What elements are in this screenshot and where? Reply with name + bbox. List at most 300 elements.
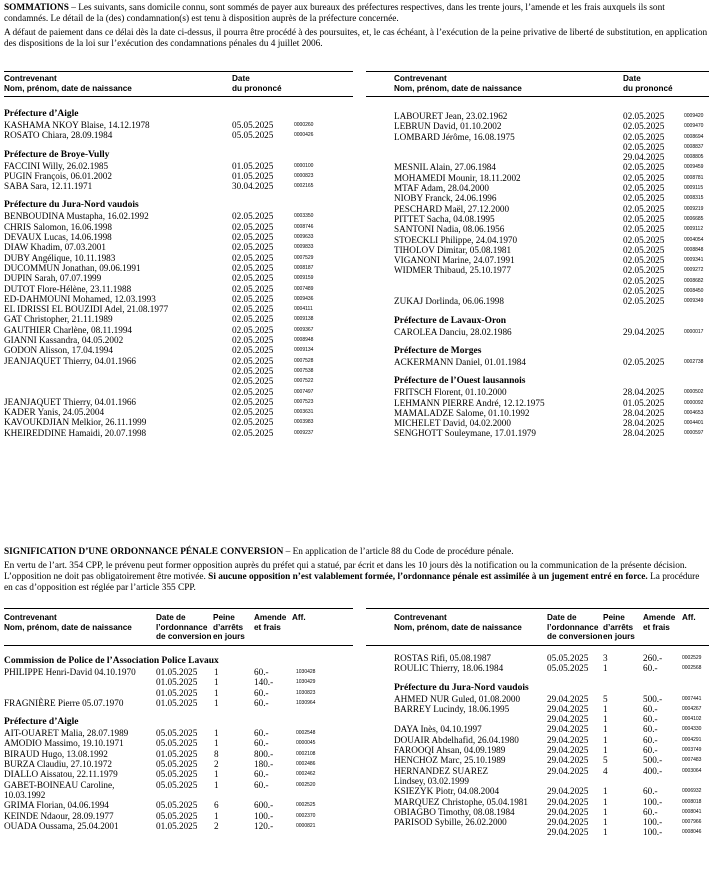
date-prononce: 05.05.2025 <box>232 130 274 141</box>
rule <box>4 71 353 72</box>
affaire-number: 0007483 <box>682 757 702 764</box>
reference-number: 0008781 <box>684 174 704 181</box>
list-item <box>394 387 709 397</box>
list-item <box>4 294 353 304</box>
list-item <box>394 327 709 337</box>
contrevenant-name: MAMALADZE Salome, 01.10.1992 <box>394 407 530 418</box>
list-item <box>4 759 353 769</box>
list-item <box>4 130 353 140</box>
contrevenant-name: GABET-BOINEAU Caroline, <box>4 779 115 790</box>
date-prononce: 02.05.2025 <box>232 365 274 376</box>
column-header-amende: Amende et frais <box>254 613 287 632</box>
contrevenant-name: GIANNI Kassandra, 04.05.2002 <box>4 335 124 346</box>
contrevenant-name: OUADA Oussama, 25.04.2001 <box>4 820 119 831</box>
date-prononce: 02.05.2025 <box>232 252 274 263</box>
list-item <box>4 677 353 687</box>
contrevenant-name: LOMBARD Jérôme, 16.08.1975 <box>394 131 515 142</box>
reference-number: 0009115 <box>684 185 704 192</box>
list-item <box>4 181 353 191</box>
date-prononce: 02.05.2025 <box>232 427 274 438</box>
date-ordonnance: 29.04.2025 <box>547 755 589 766</box>
list-item <box>4 345 353 355</box>
list-item <box>394 235 709 245</box>
peine-jours: 2 <box>214 759 219 770</box>
list-item <box>4 688 353 698</box>
peine-jours: 1 <box>603 663 608 674</box>
column-header-date: Date du prononcé <box>232 74 282 93</box>
list-item <box>394 418 709 428</box>
contrevenant-name: DUTOT Flore-Hélène, 23.11.1988 <box>4 283 132 294</box>
list-item <box>4 397 353 407</box>
date-ordonnance: 29.04.2025 <box>547 827 589 838</box>
rule <box>4 645 353 646</box>
sommations-text1: – Les suivants, sans domicile connu, sont sommés de payer aux bureaux des préfectures respectives, dans les trente jours, l’amende et les frais auxquels ils sont condamnés. Le détail de la (des) condamnation(s) est tenu à disposition auprès de la préfecture concernée. <box>4 3 665 24</box>
list-item <box>4 780 353 790</box>
date-ordonnance: 29.04.2025 <box>547 734 589 745</box>
contrevenant-name: AIT-OUARET Malia, 28.07.1989 <box>4 728 129 739</box>
list-item <box>4 253 353 263</box>
list-item <box>4 749 353 759</box>
list-item <box>394 786 709 796</box>
list-item <box>4 417 353 427</box>
list-item <box>4 769 353 779</box>
date-ordonnance: 05.05.2025 <box>156 728 198 739</box>
contrevenant-name: AMODIO Massimo, 19.10.1971 <box>4 738 124 749</box>
affaire-number: 0002548 <box>296 730 316 737</box>
contrevenant-name: FRITSCH Florent, 01.10.2000 <box>394 387 507 398</box>
contrevenant-name: LEHMANN PIERRE André, 12.12.1975 <box>394 397 545 408</box>
peine-jours: 1 <box>603 714 608 725</box>
affaire-number: 1030964 <box>296 699 316 706</box>
date-prononce: 02.05.2025 <box>232 283 274 294</box>
date-ordonnance: 29.04.2025 <box>547 745 589 756</box>
peine-jours: 1 <box>214 779 219 790</box>
list-item <box>394 776 709 786</box>
affaire-number: 0002568 <box>682 665 702 672</box>
spacer <box>394 337 709 345</box>
contrevenant-name: BIRAUD Hugo, 13.08.1992 <box>4 748 108 759</box>
list-item <box>4 738 353 748</box>
peine-jours: 8 <box>214 748 219 759</box>
sommations-intro <box>4 3 709 25</box>
peine-jours: 1 <box>603 724 608 735</box>
amende-frais: 60.- <box>254 667 269 677</box>
contrevenant-name: WIDMER Thibaud, 25.10.1977 <box>394 265 511 276</box>
date-ordonnance: 29.04.2025 <box>547 714 589 725</box>
list-item <box>4 811 353 821</box>
reference-number: 0009112 <box>684 226 704 233</box>
affaire-number: 0006932 <box>682 788 702 795</box>
contrevenant-name: MOHAMEDI Mounir, 18.11.2002 <box>394 172 521 183</box>
date-prononce: 02.05.2025 <box>232 293 274 304</box>
date-ordonnance: 05.05.2025 <box>156 738 198 749</box>
contrevenant-name: ACKERMANN Daniel, 01.01.1984 <box>394 356 526 367</box>
reference-number: 0000823 <box>294 172 314 179</box>
reference-number: 0000260 <box>294 122 314 128</box>
prefecture-heading: Préfecture de Broye-Vully <box>4 149 110 160</box>
contrevenant-name: SENGHOTT Souleymane, 17.01.1979 <box>394 428 536 439</box>
peine-jours: 1 <box>603 786 608 797</box>
date-prononce: 05.05.2025 <box>232 120 274 130</box>
affaire-number: 0003064 <box>682 767 702 774</box>
date-ordonnance: 29.04.2025 <box>547 703 589 714</box>
contrevenant-name: HERNANDEZ SUAREZ <box>394 765 489 776</box>
contrevenant-name: KAVOUKDJIAN Melkior, 26.11.1999 <box>4 417 147 428</box>
reference-number: 0003983 <box>294 419 314 426</box>
date-prononce: 28.04.2025 <box>623 407 665 418</box>
reference-number: 0007528 <box>294 357 314 364</box>
peine-jours: 1 <box>603 734 608 745</box>
prefecture-heading: Préfecture de Lavaux-Oron <box>394 315 507 326</box>
date-prononce: 02.05.2025 <box>623 121 665 132</box>
date-ordonnance: 05.05.2025 <box>156 769 198 780</box>
date-prononce: 02.05.2025 <box>623 275 665 286</box>
reference-number: 0007497 <box>294 388 314 395</box>
spacer <box>4 141 353 149</box>
reference-number: 0000426 <box>294 132 314 139</box>
date-ordonnance: 05.05.2025 <box>156 779 198 790</box>
date-ordonnance: 01.05.2025 <box>156 748 198 759</box>
amende-frais: 260.- <box>643 653 663 663</box>
reference-number: 0009134 <box>294 347 314 354</box>
prefecture-heading: Préfecture du Jura-Nord vaudois <box>394 682 529 693</box>
list-item <box>4 698 353 708</box>
affaire-number: 0002520 <box>296 781 316 788</box>
affaire-number: 1030428 <box>296 669 316 675</box>
amende-frais: 120.- <box>254 820 274 831</box>
date-prononce: 02.05.2025 <box>232 211 274 222</box>
list-item <box>4 800 353 810</box>
reference-number: 0009420 <box>684 113 704 119</box>
list-item <box>4 314 353 324</box>
list-item <box>4 171 353 181</box>
list-item <box>4 356 353 366</box>
reference-number: 0003631 <box>294 409 314 416</box>
contrevenant-name: GODON Alisson, 17.04.1994 <box>4 345 113 356</box>
rule <box>4 608 353 609</box>
contrevenant-name: PUGIN François, 06.01.2002 <box>4 170 112 181</box>
date-ordonnance: 01.05.2025 <box>156 677 198 688</box>
date-prononce: 02.05.2025 <box>623 183 665 194</box>
reference-number: 0002738 <box>684 358 704 365</box>
reference-number: 0000017 <box>684 328 704 335</box>
reference-number: 0008187 <box>294 264 314 271</box>
affaire-number: 0002529 <box>682 655 702 661</box>
spacer <box>394 674 709 682</box>
list-item <box>394 735 709 745</box>
date-prononce: 29.04.2025 <box>623 326 665 337</box>
reference-number: 0009219 <box>684 205 704 212</box>
amende-frais: 400.- <box>643 765 663 776</box>
spacer <box>394 367 709 375</box>
contrevenant-name: DUCOMMUN Jonathan, 09.06.1991 <box>4 262 141 273</box>
list-item <box>394 255 709 265</box>
prefecture-heading: Préfecture de Morges <box>394 345 482 356</box>
contrevenant-name: MICHELET David, 04.02.2000 <box>394 418 511 429</box>
contrevenant-name: LABOURET Jean, 23.02.1962 <box>394 111 508 121</box>
contrevenant-name: FAROOQI Ahsan, 04.09.1989 <box>394 745 506 756</box>
amende-frais: 60.- <box>254 738 269 749</box>
contrevenant-name: DEVAUX Lucas, 14.06.1998 <box>4 232 112 243</box>
reference-number: 0008848 <box>684 246 704 253</box>
column-header-name: Contrevenant Nom, prénom, date de naissance <box>4 613 132 632</box>
list-item <box>4 667 353 677</box>
date-ordonnance: 29.04.2025 <box>547 693 589 704</box>
list-item <box>4 242 353 252</box>
contrevenant-name: GRIMA Florian, 04.06.1994 <box>4 800 109 811</box>
sommations-left-list <box>4 108 353 438</box>
amende-frais: 500.- <box>643 755 663 766</box>
amende-frais: 600.- <box>254 800 274 811</box>
contrevenant-name: OBIAGBO Timothy, 08.08.1984 <box>394 806 515 817</box>
list-item <box>394 142 709 152</box>
date-ordonnance: 05.05.2025 <box>156 759 198 770</box>
column-header-aff: Aff. <box>292 613 306 622</box>
contrevenant-name: MTAF Adam, 28.04.2000 <box>394 183 489 194</box>
amende-frais: 140.- <box>254 677 274 688</box>
reference-number: 0007538 <box>294 367 314 374</box>
reference-number: 0007529 <box>294 254 314 261</box>
date-prononce: 02.05.2025 <box>623 213 665 224</box>
list-item <box>394 132 709 142</box>
reference-number: 0008315 <box>684 195 704 202</box>
rule <box>366 645 709 646</box>
contrevenant-name: ROSATO Chiara, 28.09.1984 <box>4 130 113 141</box>
contrevenant-name: FACCINI Willy, 26.02.1985 <box>4 160 109 171</box>
date-prononce: 02.05.2025 <box>623 224 665 235</box>
sommations-right-list <box>394 111 709 439</box>
peine-jours: 1 <box>214 810 219 821</box>
contrevenant-name: KASHAMA NKOY Blaise, 14.12.1978 <box>4 120 150 130</box>
column-header-name: Contrevenant Nom, prénom, date de naissance <box>4 74 132 93</box>
date-ordonnance: 29.04.2025 <box>547 724 589 735</box>
list-item <box>4 790 353 800</box>
reference-number: 0009436 <box>294 295 314 302</box>
list-item <box>394 224 709 234</box>
list-item <box>4 284 353 294</box>
list-item <box>394 276 709 286</box>
date-ordonnance: 29.04.2025 <box>547 786 589 797</box>
date-prononce: 02.05.2025 <box>232 273 274 284</box>
amende-frais: 60.- <box>254 769 269 780</box>
list-item <box>394 704 709 714</box>
prefecture-heading: Préfecture de l’Ouest lausannois <box>394 376 526 387</box>
list-item <box>394 398 709 408</box>
contrevenant-name: ED-DAHMOUNI Mohamed, 12.03.1993 <box>4 293 156 304</box>
contrevenant-name: HENCHOZ Marc, 25.10.1989 <box>394 755 506 766</box>
date-ordonnance: 05.05.2025 <box>547 663 589 674</box>
amende-frais: 60.- <box>254 697 269 708</box>
list-item <box>394 296 709 306</box>
affaire-number: 0008041 <box>682 808 702 815</box>
column-header-name: Contrevenant Nom, prénom, date de naissance <box>394 613 522 632</box>
list-item <box>4 728 353 738</box>
signification-right-list <box>394 653 709 838</box>
list-item <box>4 273 353 283</box>
date-ordonnance: 01.05.2025 <box>156 667 198 677</box>
column-header-aff: Aff. <box>682 613 696 622</box>
date-prononce: 02.05.2025 <box>232 345 274 356</box>
peine-jours: 6 <box>214 800 219 811</box>
column-header-amende: Amende et frais <box>643 613 676 632</box>
contrevenant-name: NIOBY Franck, 24.06.1996 <box>394 193 497 204</box>
date-prononce: 02.05.2025 <box>623 203 665 214</box>
spacer <box>4 191 353 199</box>
affaire-number: 0004267 <box>682 705 702 712</box>
reference-number: 0002165 <box>294 183 314 190</box>
contrevenant-name: MESNIL Alain, 27.06.1984 <box>394 162 496 173</box>
list-item <box>394 173 709 183</box>
list-item <box>4 263 353 273</box>
date-ordonnance: 01.05.2025 <box>156 820 198 831</box>
date-prononce: 02.05.2025 <box>232 355 274 366</box>
date-ordonnance: 05.05.2025 <box>156 810 198 821</box>
date-prononce: 02.05.2025 <box>623 255 665 266</box>
reference-number: 0006685 <box>684 215 704 222</box>
date-prononce: 02.05.2025 <box>623 141 665 152</box>
reference-number: 0009349 <box>684 298 704 305</box>
contrevenant-name: JEANJAQUET Thierry, 04.01.1966 <box>4 396 137 407</box>
amende-frais: 60.- <box>254 728 269 739</box>
contrevenant-name: KEINDE Ndaour, 28.09.1977 <box>4 810 114 821</box>
list-item <box>4 222 353 232</box>
affaire-number: 0002462 <box>296 771 316 778</box>
date-prononce: 02.05.2025 <box>623 296 665 307</box>
affaire-number: 0008046 <box>682 829 702 836</box>
reference-number: 0009272 <box>684 267 704 274</box>
reference-number: 0008746 <box>294 223 314 230</box>
amende-frais: 500.- <box>643 693 663 704</box>
signification-left-list <box>4 655 353 831</box>
contrevenant-name: JEANJAQUET Thierry, 04.01.1966 <box>4 355 137 366</box>
list-item <box>394 817 709 827</box>
rule <box>4 96 353 97</box>
date-prononce: 01.05.2025 <box>232 160 274 171</box>
list-item <box>4 387 353 397</box>
signification-text: En vertu de l’art. 354 CPP, le prévenu peut former opposition auprès du préfet qui a statué, par écrit et dans les 10 jours dès la notification ou la communication de la présente décision. L’opposition ne doit pas obligatoirement être motivée. Si aucune opposition n’est valablement formée, l’ordonnance pénale est assimilée à un jugement entré en force. La procédure en cas d’opposition est réglée par l’article 355 CPP. <box>4 561 700 593</box>
column-header-date: Date de l’ordonnance de conversion <box>156 613 212 641</box>
reference-number: 0009341 <box>684 257 704 264</box>
contrevenant-name: FRAGNIÈRE Pierre 05.07.1970 <box>4 697 124 708</box>
signification-title: SIGNIFICATION D’UNE ORDONNANCE PÉNALE CONVERSION <box>4 547 284 557</box>
affaire-number: 0002486 <box>296 761 316 768</box>
date-prononce: 02.05.2025 <box>232 376 274 387</box>
amende-frais: 100.- <box>643 817 663 828</box>
amende-frais: 100.- <box>643 796 663 807</box>
date-ordonnance: 01.05.2025 <box>156 687 198 698</box>
reference-number: 0004653 <box>684 409 704 416</box>
reference-number: 0000597 <box>684 430 704 437</box>
contrevenant-name: VIGANONI Marine, 24.07.1991 <box>394 255 515 266</box>
peine-jours: 1 <box>214 677 219 688</box>
prefecture-heading: Préfecture d’Aigle <box>4 109 79 119</box>
amende-frais: 60.- <box>254 687 269 698</box>
contrevenant-name: STOECKLI Philippe, 24.04.1970 <box>394 234 518 245</box>
peine-jours: 1 <box>603 745 608 756</box>
column-header-peine: Peine d’arrêts en jours <box>603 613 635 641</box>
reference-number: 0008694 <box>684 133 704 140</box>
reference-number: 0007523 <box>294 398 314 405</box>
reference-number: 0008837 <box>684 143 704 150</box>
date-ordonnance: 29.04.2025 <box>547 806 589 817</box>
date-prononce: 02.05.2025 <box>623 244 665 255</box>
list-item <box>4 376 353 386</box>
list-item <box>4 304 353 314</box>
date-ordonnance: 29.04.2025 <box>547 796 589 807</box>
list-item <box>394 204 709 214</box>
date-prononce: 02.05.2025 <box>232 335 274 346</box>
contrevenant-name: ZUKAJ Dorlinda, 06.06.1998 <box>394 296 504 307</box>
prefecture-heading: Préfecture du Jura-Nord vaudois <box>4 200 139 211</box>
contrevenant-name: ROSTAS Rifi, 05.08.1987 <box>394 653 492 663</box>
list-item <box>394 694 709 704</box>
contrevenant-name: KADER Yanis, 24.05.2004 <box>4 407 105 418</box>
date-prononce: 02.05.2025 <box>232 242 274 253</box>
date-prononce: 02.05.2025 <box>232 324 274 335</box>
rule <box>366 96 709 97</box>
reference-number: 0000100 <box>294 162 314 169</box>
date-prononce: 02.05.2025 <box>232 314 274 325</box>
contrevenant-name: CHRIS Salomon, 16.06.1998 <box>4 221 112 232</box>
reference-number: 0009633 <box>294 234 314 241</box>
list-item <box>4 120 353 130</box>
reference-number: 0008450 <box>684 288 704 295</box>
date-prononce: 02.05.2025 <box>232 407 274 418</box>
date-prononce: 02.05.2025 <box>623 286 665 297</box>
peine-jours: 5 <box>603 755 608 766</box>
reference-number: 0008682 <box>684 277 704 284</box>
peine-jours: 1 <box>603 827 608 838</box>
contrevenant-name: SANTONI Nadia, 08.06.1956 <box>394 224 505 235</box>
date-prononce: 02.05.2025 <box>623 131 665 142</box>
contrevenant-name: Lindsey, 03.02.1999 <box>394 775 469 786</box>
peine-jours: 1 <box>603 817 608 828</box>
amende-frais: 60.- <box>643 786 658 797</box>
contrevenant-name: BARREY Lucindy, 18.06.1995 <box>394 703 510 714</box>
amende-frais: 100.- <box>643 827 663 838</box>
amende-frais: 180.- <box>254 759 274 770</box>
date-ordonnance: 05.05.2025 <box>547 653 589 663</box>
amende-frais: 60.- <box>643 663 658 674</box>
list-item <box>4 366 353 376</box>
date-prononce: 02.05.2025 <box>623 234 665 245</box>
date-prononce: 30.04.2025 <box>232 181 274 192</box>
column-header-name: Contrevenant Nom, prénom, date de naissance <box>394 74 522 93</box>
reference-number: 0009833 <box>294 244 314 251</box>
peine-jours: 1 <box>214 728 219 739</box>
column-header-date: Date de l’ordonnance de conversion <box>547 613 603 641</box>
date-prononce: 02.05.2025 <box>623 356 665 367</box>
date-prononce: 02.05.2025 <box>623 162 665 173</box>
peine-jours: 1 <box>214 738 219 749</box>
list-item <box>394 265 709 275</box>
affaire-number: 0002525 <box>296 802 316 809</box>
peine-jours: 2 <box>214 820 219 831</box>
prefecture-heading: Commission de Police de l’Association Police Lavaux <box>4 656 219 666</box>
list-item <box>394 357 709 367</box>
contrevenant-name: SABA Sara, 12.11.1971 <box>4 181 93 192</box>
reference-number: 0004401 <box>684 420 704 427</box>
affaire-number: 0002108 <box>296 750 316 757</box>
rule <box>366 608 709 609</box>
list-item <box>394 827 709 837</box>
date-prononce: 02.05.2025 <box>232 417 274 428</box>
date-prononce: 02.05.2025 <box>623 265 665 276</box>
contrevenant-name: KHEIREDDINE Hamaidi, 20.07.1998 <box>4 427 147 438</box>
peine-jours: 1 <box>214 769 219 780</box>
affaire-number: 0000045 <box>296 740 316 747</box>
amende-frais: 60.- <box>643 745 658 756</box>
